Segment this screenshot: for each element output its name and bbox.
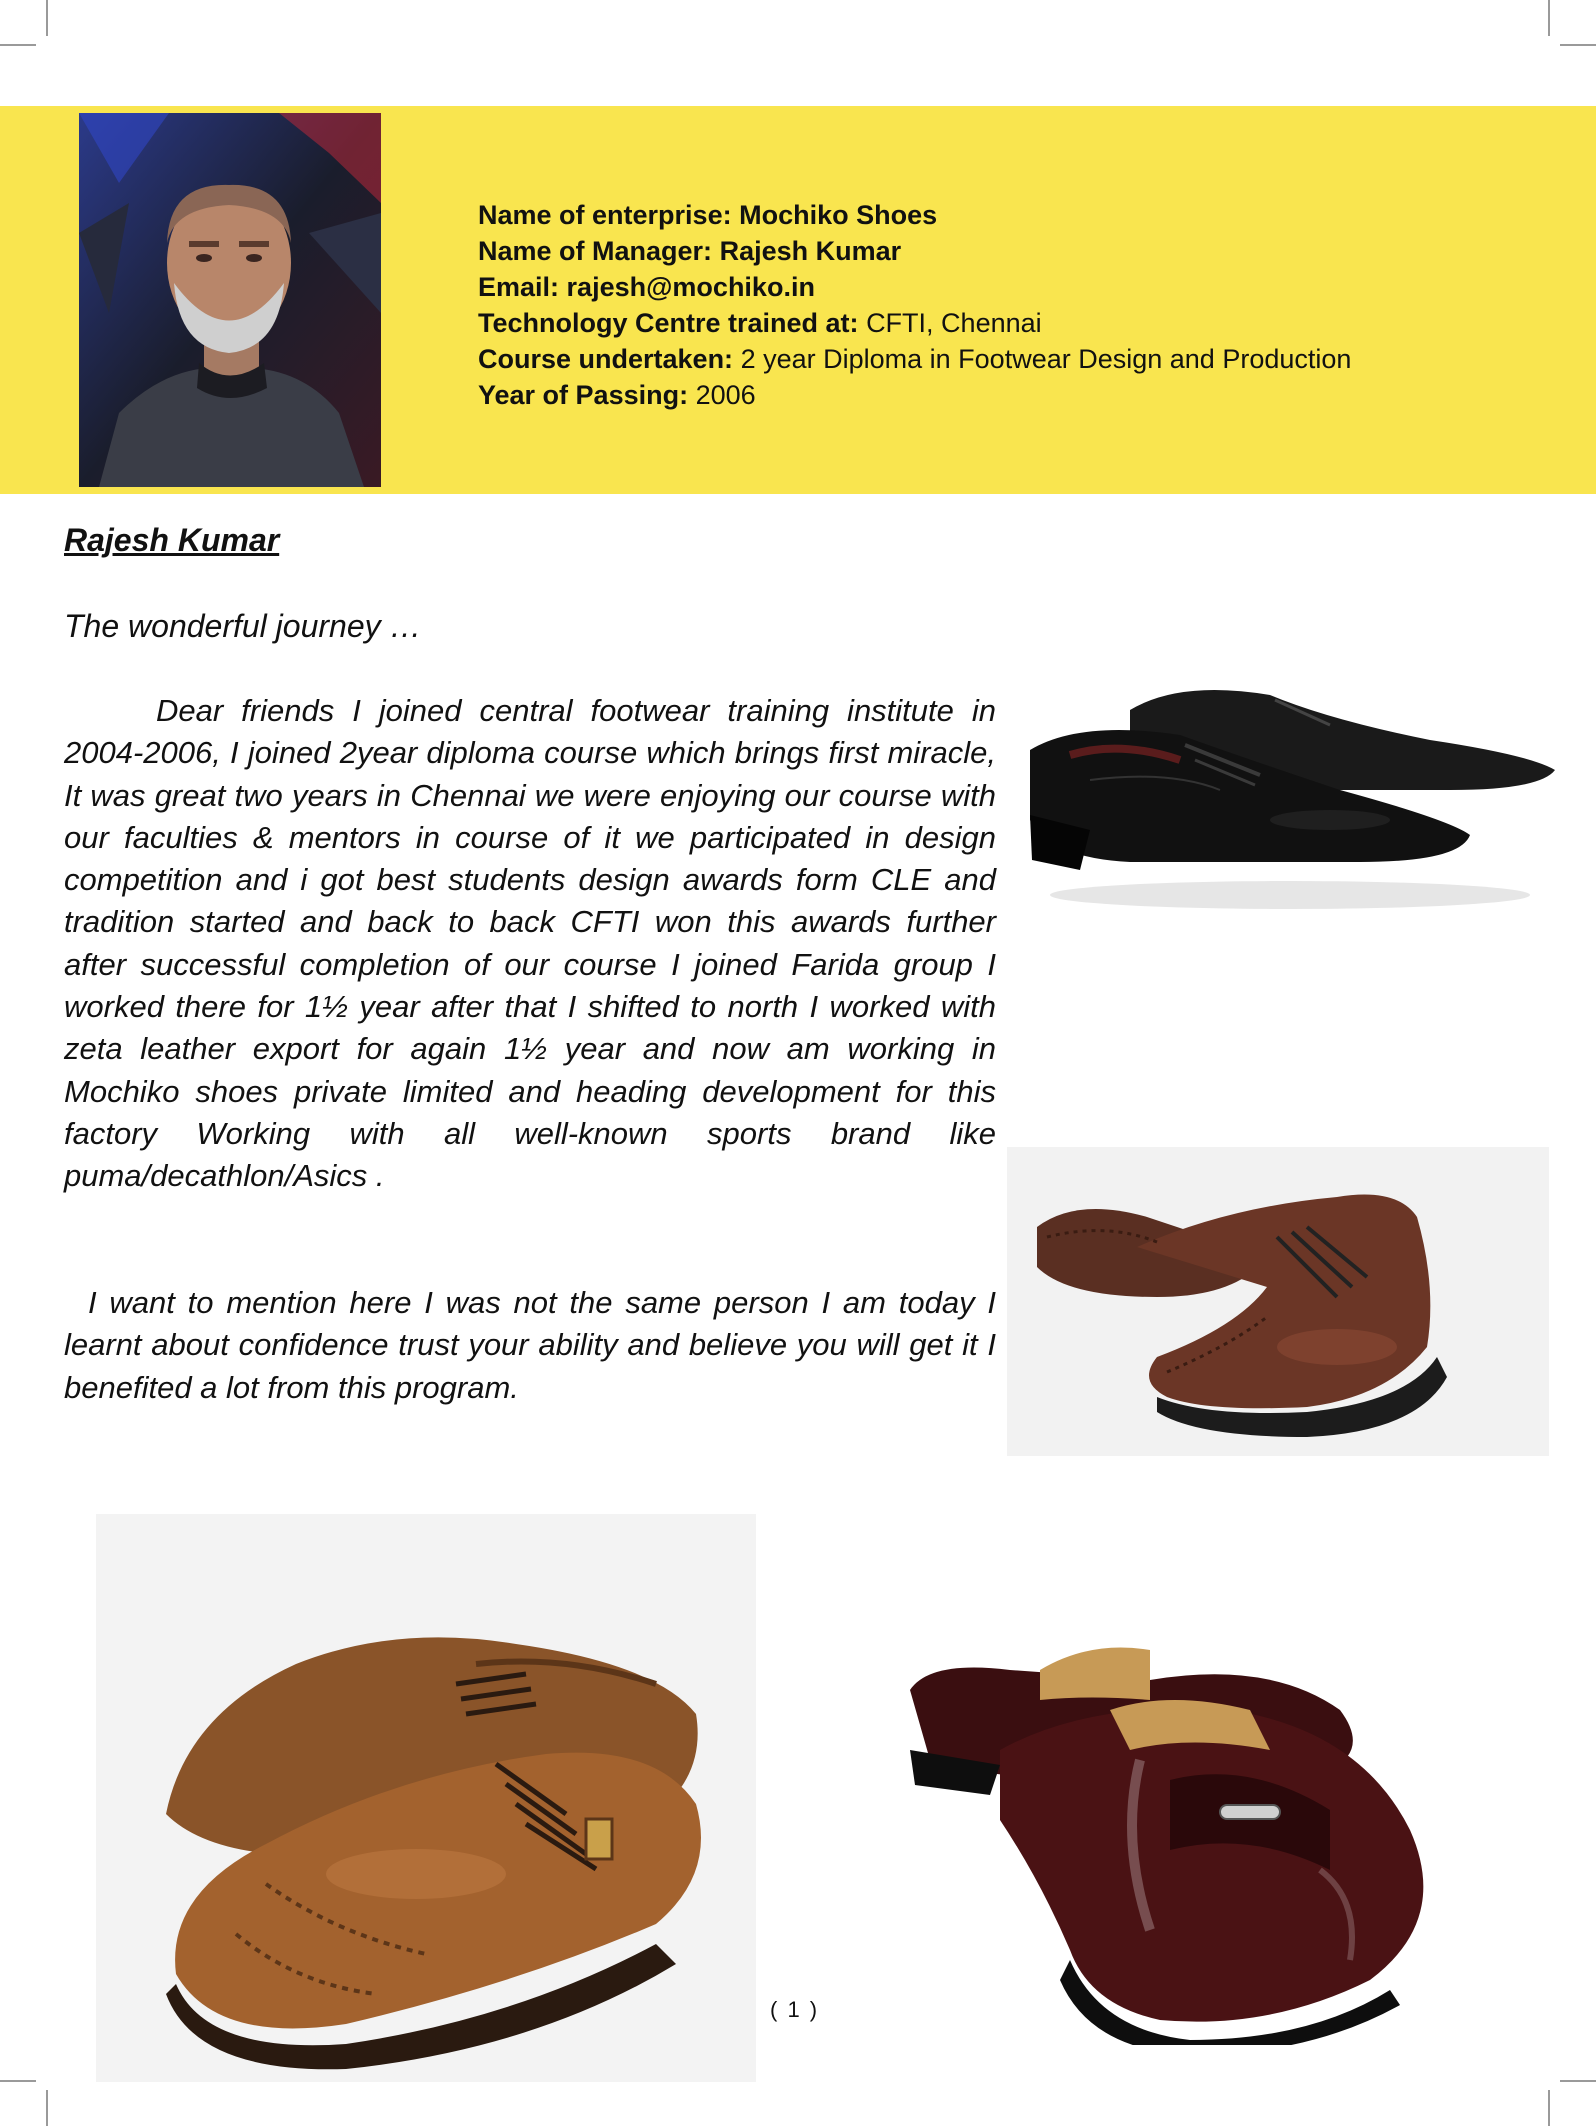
article-paragraph-1: Dear friends I joined central footwear training institute in 2004-2006, I joined 2year diploma course which brings first miracle, It was great two years in Chennai we were enjoying our course with our faculties & mentors in course of it we participated in design competition and i got best students design awards form CLE and tradition started and back to back CFTI won this awards further after successful completion of our course I joined Farida group I worked there for 1½ year after that I shifted to north I worked with zeta leather export for again 1½ year and now am working in Mochiko shoes private limited and heading development for this factory Working with all well-known sports brand like puma/decathlon/Asics . xyxy=(64,693,996,1194)
email-row: Email: rajesh@mochiko.in xyxy=(478,272,815,302)
email-link[interactable]: rajesh@mochiko.in xyxy=(566,272,815,302)
crop-mark xyxy=(0,2080,36,2082)
manager-row: Name of Manager: Rajesh Kumar xyxy=(478,236,902,266)
enterprise-row: Name of enterprise: Mochiko Shoes xyxy=(478,200,938,230)
crop-mark xyxy=(1548,0,1550,36)
manager-portrait xyxy=(79,113,381,487)
article-subtitle: The wonderful journey … xyxy=(64,608,422,644)
crop-mark xyxy=(1560,44,1596,46)
brown-brogue-photo xyxy=(1007,1147,1549,1456)
article-title: Rajesh Kumar xyxy=(64,522,280,558)
crop-mark xyxy=(46,0,48,36)
manager-info xyxy=(478,197,1351,413)
crop-mark xyxy=(1548,2090,1550,2126)
patent-loafer-photo xyxy=(890,1600,1510,2045)
crop-mark xyxy=(1560,2080,1596,2082)
year-row: Year of Passing: 2006 xyxy=(478,380,756,410)
crop-mark xyxy=(0,44,36,46)
page-number: ( 1 ) xyxy=(770,1997,820,2022)
crop-mark xyxy=(46,2090,48,2126)
article-paragraph-2: I want to mention here I was not the same person I am today I learnt about confidence trust your ability and believe you will get it I benefited a lot from this program. xyxy=(64,1285,996,1405)
centre-row: Technology Centre trained at: CFTI, Chennai xyxy=(478,308,1042,338)
tan-oxford-photo xyxy=(96,1514,756,2082)
course-row: Course undertaken: 2 year Diploma in Footwear Design and Production xyxy=(478,344,1352,374)
black-shoes-photo xyxy=(1010,640,1570,920)
